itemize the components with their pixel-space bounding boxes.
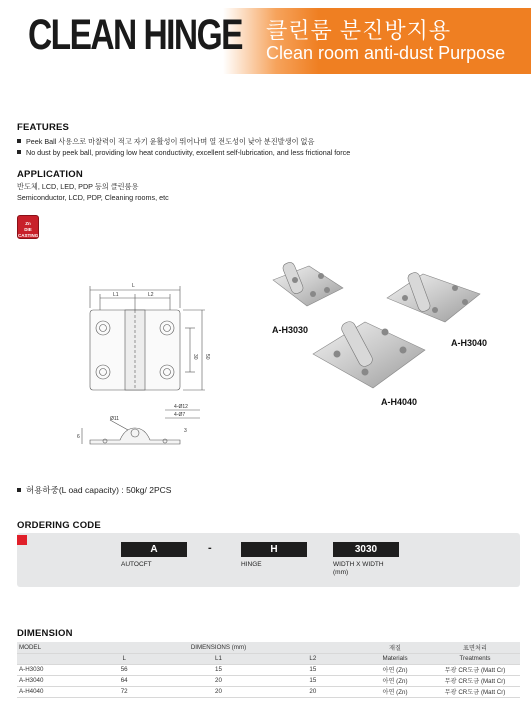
dim-label-6: 6 (77, 434, 80, 440)
code-dash: - (208, 542, 212, 554)
cell-material: 아연 (Zn) (360, 664, 430, 675)
dimension-heading: DIMENSION (17, 628, 73, 639)
cell-L1: 20 (171, 686, 265, 697)
cell-material: 아연 (Zn) (360, 686, 430, 697)
dim-label-d12: 4-Ø12 (174, 404, 188, 410)
load-capacity (17, 484, 171, 496)
code-label-width-text: WIDTH X WIDTH (333, 561, 384, 568)
product-label-a-h3040: A-H3040 (451, 338, 488, 348)
dim-label-30: 30 (192, 354, 198, 360)
cell-model: A-H4040 (17, 686, 77, 697)
load-capacity-text: 허용하중(L oad capacity) : 50kg/ 2PCS (26, 485, 172, 495)
cell-L2: 15 (266, 675, 360, 686)
zn-die-casting-badge (17, 215, 39, 239)
dim-label-d11: Ø11 (110, 416, 120, 422)
cell-L: 72 (77, 686, 171, 697)
cell-treatment: 무광 CR도금 (Matt Cr) (430, 675, 520, 686)
cell-treatment: 무광 CR도금 (Matt Cr) (430, 686, 520, 697)
table-row (17, 664, 520, 675)
subtitle-korean: 클린룸 분진방지용 (266, 18, 452, 43)
table-subheader-row (17, 653, 520, 664)
bullet-icon (17, 139, 21, 143)
bullet-icon (17, 150, 21, 154)
ordering-red-marker (17, 535, 27, 545)
page-title: CLEAN HINGE (28, 11, 242, 59)
dim-label-d7: 4-Ø7 (174, 412, 186, 418)
application-ko: 반도체, LCD, LED, PDP 등의 클린룸용 (17, 182, 139, 191)
header-model: MODEL (17, 642, 77, 653)
cell-material: 아연 (Zn) (360, 675, 430, 686)
header-treatments: Treatments (430, 653, 520, 664)
page-header (0, 0, 531, 78)
dimension-table (17, 642, 520, 698)
technical-drawing (70, 270, 230, 460)
subtitle-english: Clean room anti-dust Purpose (266, 43, 506, 63)
table-header-row (17, 642, 520, 653)
cell-model: A-H3030 (17, 664, 77, 675)
header-L2: L2 (266, 653, 360, 664)
header-L1: L1 (171, 653, 265, 664)
dim-label-L1: L1 (113, 292, 119, 298)
code-cell-h: H (241, 542, 307, 557)
hinge-a-h3040-image (387, 271, 480, 322)
application-heading: APPLICATION (17, 169, 83, 180)
feature-text: No dust by peek ball, providing low heat conductivity, excellent self-lubrication, and less frictional force (26, 148, 351, 157)
cell-L2: 20 (266, 686, 360, 697)
header-treatment-ko: 표면처리 (430, 642, 520, 653)
code-cell-3030: 3030 (333, 542, 399, 557)
feature-item-en (17, 148, 350, 157)
cell-L: 56 (77, 664, 171, 675)
product-label-a-h4040: A-H4040 (381, 397, 418, 407)
dim-label-3: 3 (184, 428, 187, 434)
cell-treatment: 무광 CR도금 (Matt Cr) (430, 664, 520, 675)
product-label-a-h3030: A-H3030 (272, 325, 309, 335)
hinge-a-h3030-image (273, 261, 343, 306)
cell-L2: 15 (266, 664, 360, 675)
header-material-ko: 재질 (360, 642, 430, 653)
dim-label-50: 50 (204, 354, 210, 360)
dim-label-L2: L2 (148, 292, 154, 298)
code-label-unit: (mm) (333, 569, 349, 576)
badge-line: CASTING (18, 233, 39, 238)
code-label-width (333, 561, 384, 577)
feature-item-ko (17, 137, 314, 147)
features-heading: FEATURES (17, 122, 70, 133)
header-dimensions: DIMENSIONS (mm) (77, 642, 360, 653)
bullet-icon (17, 488, 21, 492)
cell-L: 64 (77, 675, 171, 686)
cell-L1: 15 (171, 664, 265, 675)
feature-text: Peek Ball 사용으로 마찰력이 적고 자기 윤활성이 뛰어나며 열 전도성이 낮아 분진발생이 없음 (26, 137, 315, 146)
application-en: Semiconductor, LCD, PDP, Cleaning rooms, etc (17, 193, 169, 202)
header-blank (17, 653, 77, 664)
badge-line: DIE (24, 227, 32, 232)
code-label-hinge: HINGE (241, 561, 262, 568)
code-label-autocft: AUTOCFT (121, 561, 152, 568)
code-cell-a: A (121, 542, 187, 557)
dim-label-L: L (132, 283, 135, 289)
cell-L1: 20 (171, 675, 265, 686)
header-L: L (77, 653, 171, 664)
table-row (17, 686, 520, 697)
table-row (17, 675, 520, 686)
cell-model: A-H3040 (17, 675, 77, 686)
hinge-a-h4040-image (313, 320, 425, 388)
ordering-code-heading: ORDERING CODE (17, 520, 101, 531)
header-materials: Materials (360, 653, 430, 664)
badge-line: Zn (25, 221, 31, 226)
